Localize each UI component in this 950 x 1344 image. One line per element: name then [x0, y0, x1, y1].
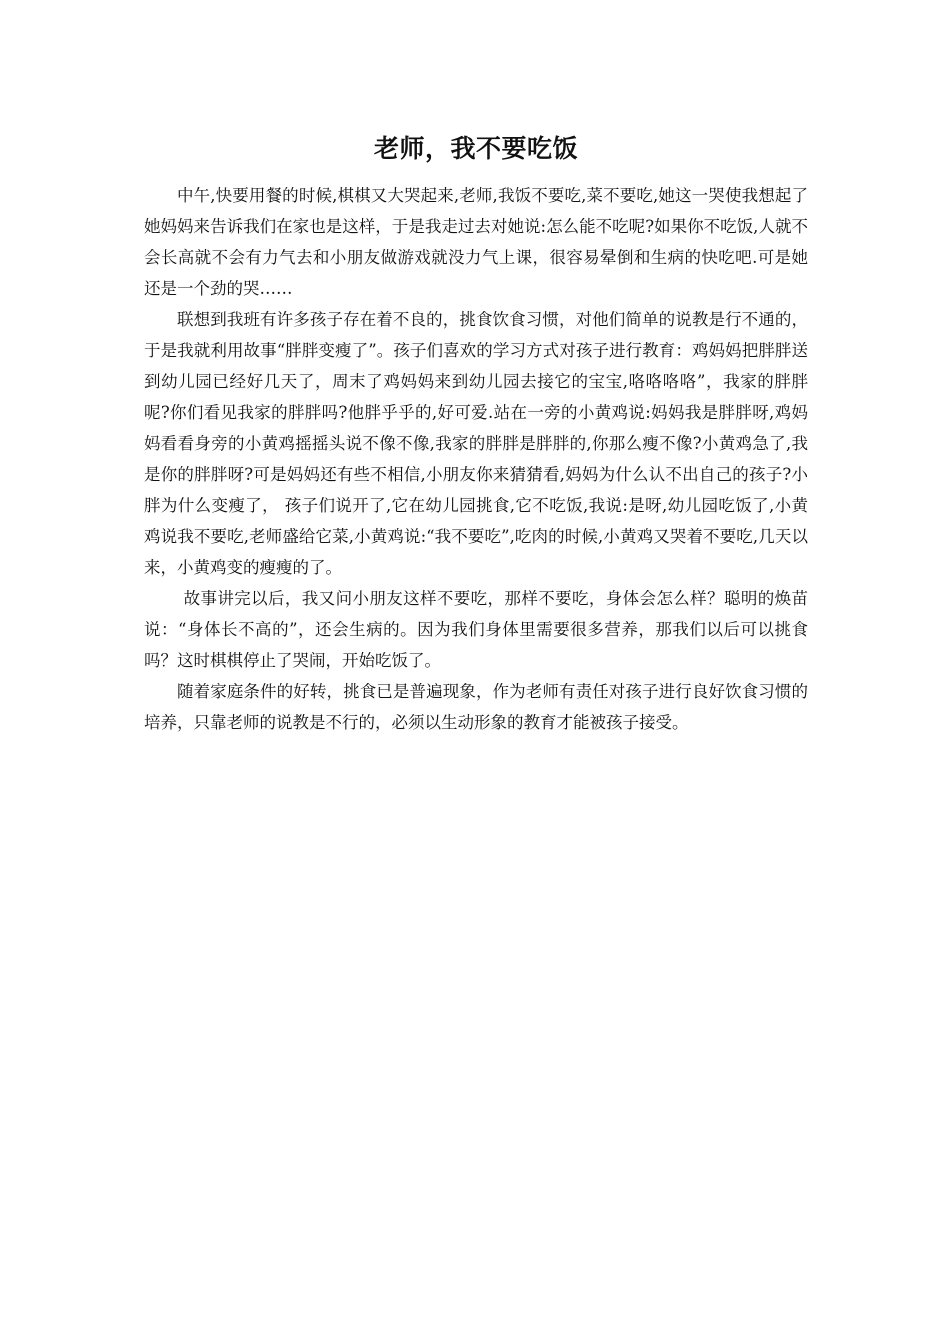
- paragraph-1: 中午,快要用餐的时候,棋棋又大哭起来,老师,我饭不要吃,菜不要吃,她这一哭使我想起了她妈妈来告诉我们在家也是这样，于是我走过去对她说:怎么能不吃呢?如果你不吃饭,人就不会长高就不会有力气去和小朋友做游戏就没力气上课，很容易晕倒和生病的快吃吧.可是她还是一个劲的哭……: [144, 186, 808, 298]
- paragraph-2: 联想到我班有许多孩子存在着不良的，挑食饮食习惯，对他们简单的说教是行不通的，于是我就利用故事“胖胖变瘦了”。孩子们喜欢的学习方式对孩子进行教育：鸡妈妈把胖胖送到幼儿园已经好几天了，周末了鸡妈妈来到幼儿园去接它的宝宝,咯咯咯咯”，我家的胖胖呢?你们看见我家的胖胖吗?他胖乎乎的,好可爱.站在一旁的小黄鸡说:妈妈我是胖胖呀,鸡妈妈看看身旁的小黄鸡摇摇头说不像不像,我家的胖胖是胖胖的,你那么瘦不像?小黄鸡急了,我是你的胖胖呀?可是妈妈还有些不相信,小朋友你来猜猜看,妈妈为什么认不出自己的孩子?小胖为什么变瘦了， 孩子们说开了,它在幼儿园挑食,它不吃饭,我说:是呀,幼儿园吃饭了,小黄鸡说我不要吃,老师盛给它菜,小黄鸡说:“我不要吃”,吃肉的时候,小黄鸡又哭着不要吃,几天以来，小黄鸡变的瘦瘦的了。: [144, 310, 808, 577]
- paragraph-3: 故事讲完以后，我又问小朋友这样不要吃，那样不要吃，身体会怎么样？聪明的焕苗说：“身体长不高的”，还会生病的。因为我们身体里需要很多营养，那我们以后可以挑食吗？这时棋棋停止了哭闹，开始吃饭了。: [144, 589, 808, 670]
- document-title: 老师，我不要吃饭: [373, 134, 578, 163]
- paragraph-4: 随着家庭条件的好转，挑食已是普遍现象，作为老师有责任对孩子进行良好饮食习惯的培养，只靠老师的说教是不行的，必须以生动形象的教育才能被孩子接受。: [144, 682, 808, 732]
- document-body: [144, 128, 808, 738]
